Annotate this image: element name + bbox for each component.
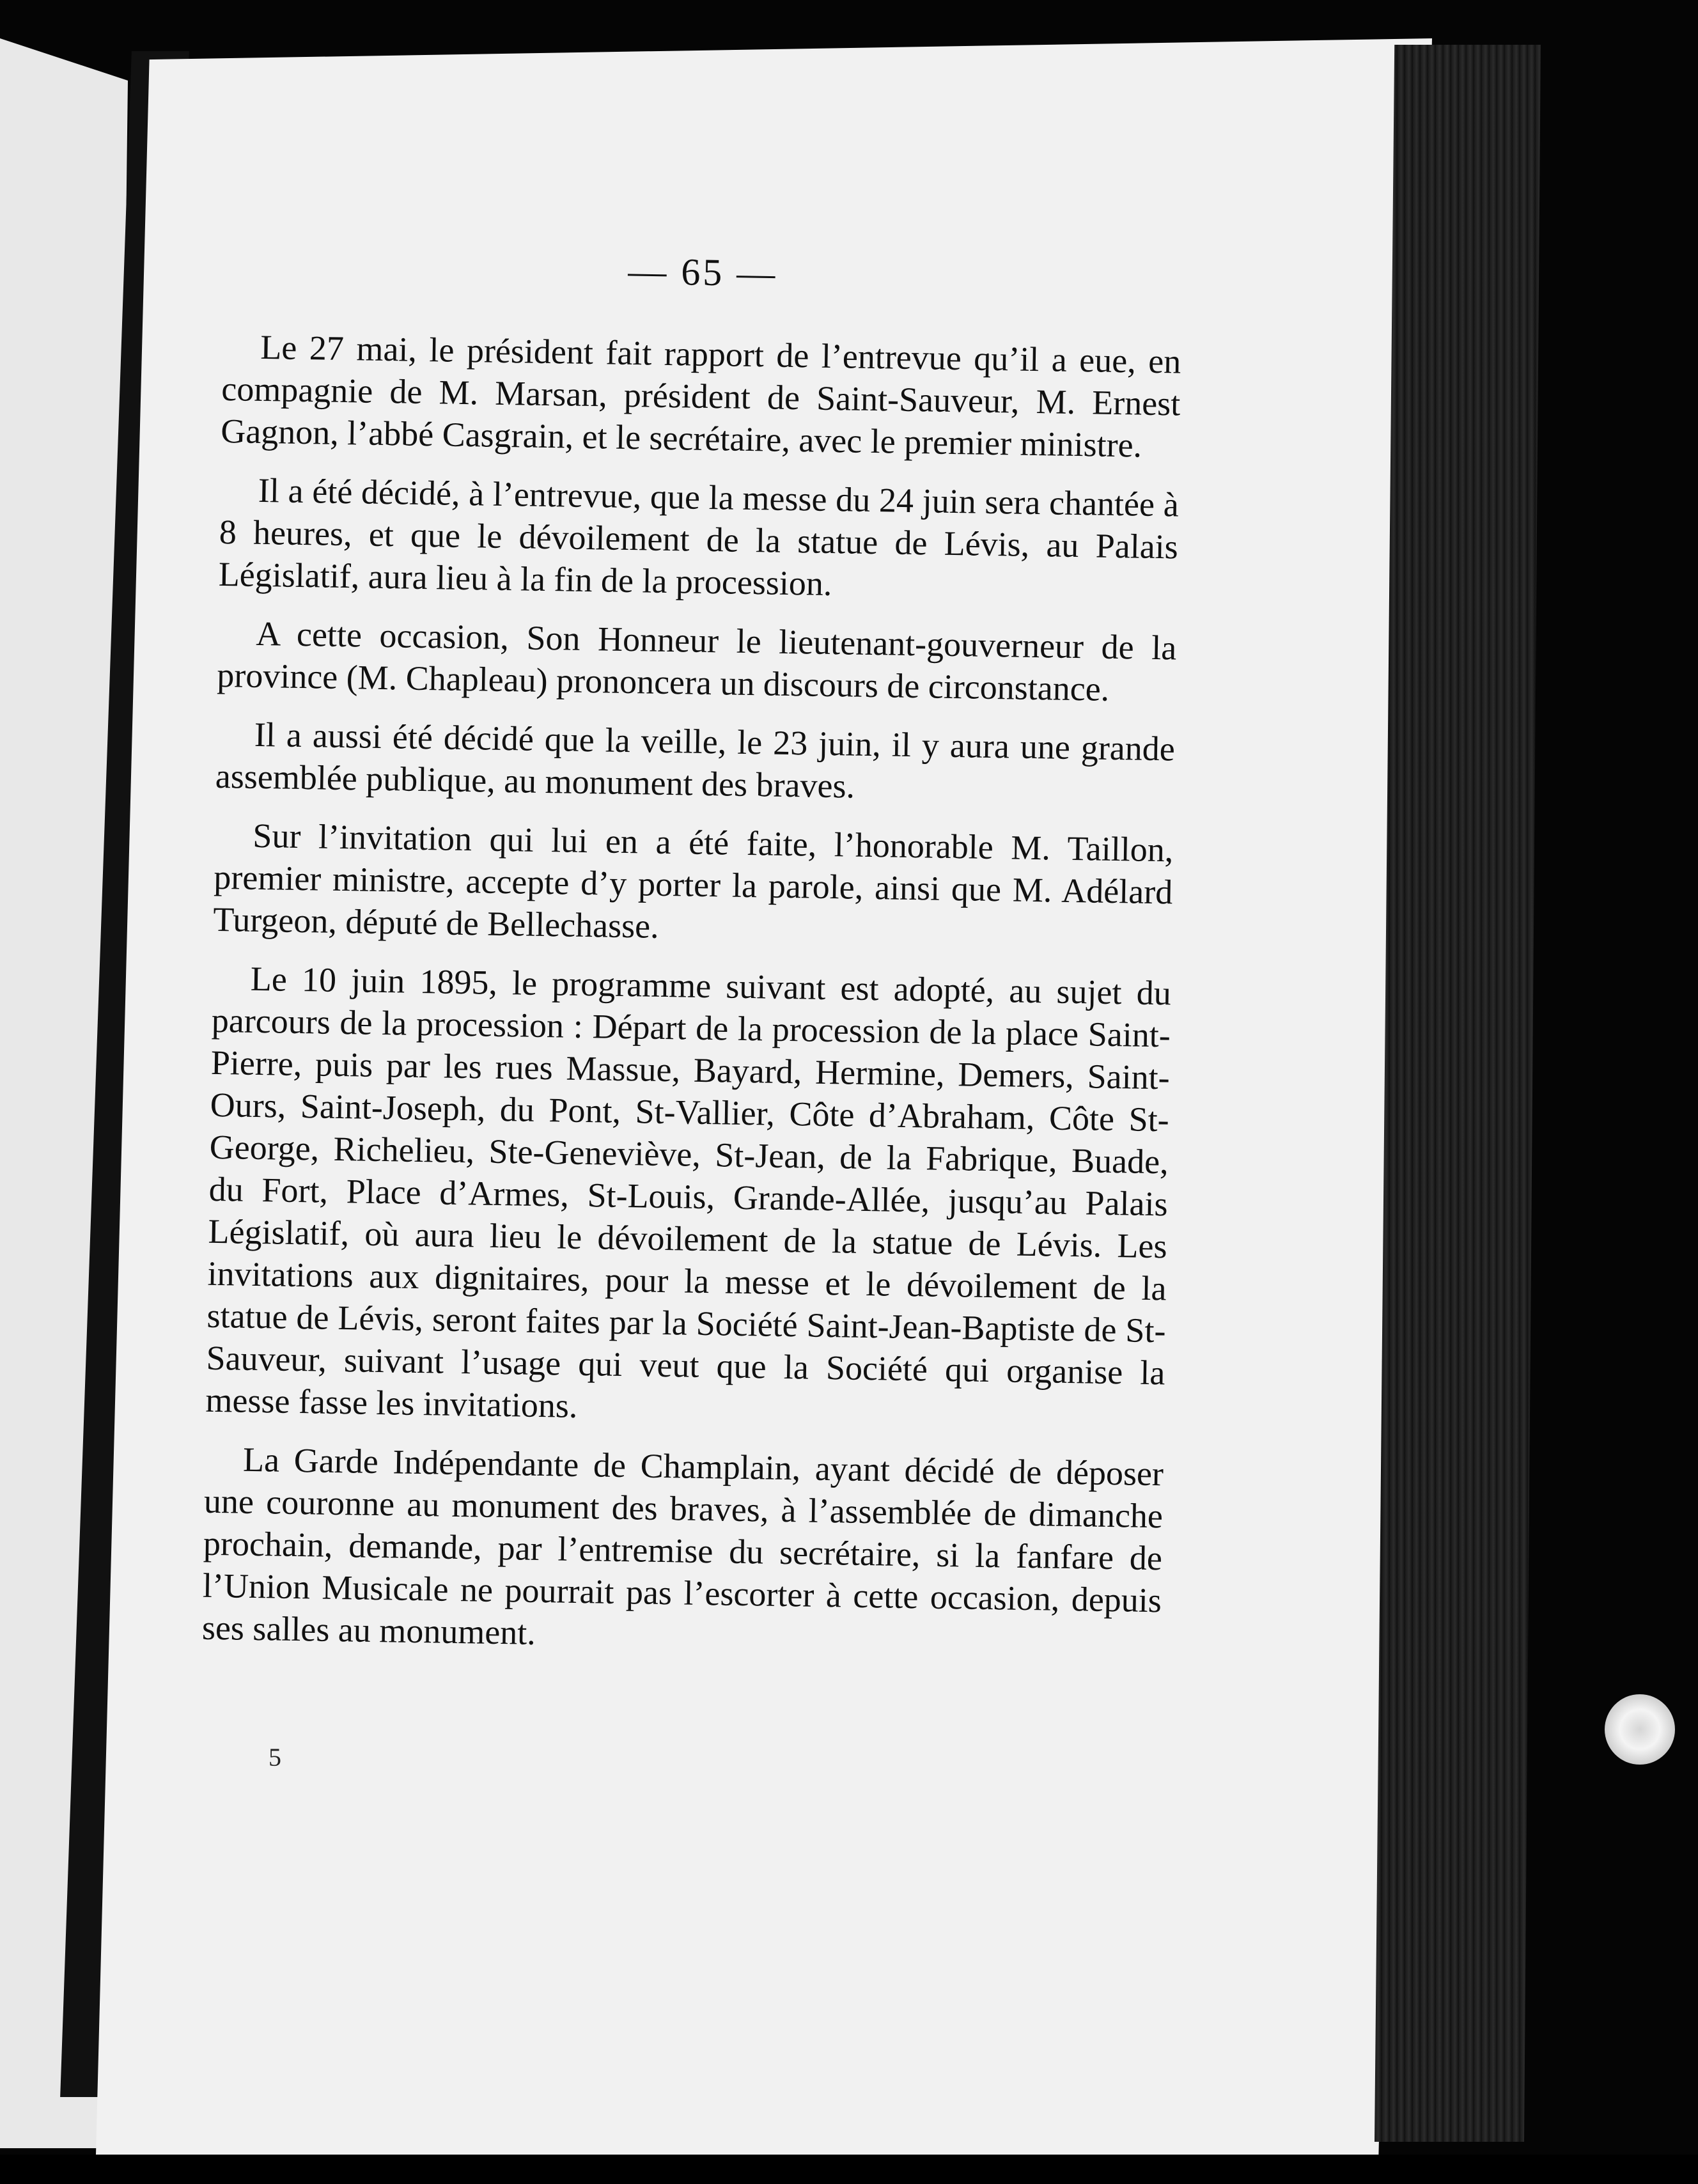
paragraph: A cette occasion, Son Honneur le lieutenant-gouverneur de la province (M. Chapleau) prononcera un discours de circonstance.	[216, 614, 1177, 708]
paragraph: Il a été décidé, à l’entrevue, que la messe du 24 juin sera chantée à 8 heures, et que le dévoilement de la statue de Lévis, au Palais Législatif, aura lieu à la fin de la procession.	[218, 471, 1180, 604]
paper-stain	[1605, 1694, 1675, 1765]
page-text	[201, 243, 1183, 1680]
page-number: — 65 —	[627, 249, 778, 295]
paragraph: Le 27 mai, le président fait rapport de l’entrevue qu’il a eue, en compagnie de M. Marsan, président de Saint-Sauveur, M. Ernest Gagnon, l’abbé Casgrain, et le secrétaire, avec le premier ministre.	[220, 327, 1181, 465]
paragraph: Il a aussi été décidé que la veille, le 23 juin, il y aura une grande assemblée publique, au monument des braves.	[215, 715, 1176, 806]
paragraph: La Garde Indépendante de Champlain, ayant décidé de déposer une couronne au monument des braves, à l’assemblée de dimanche prochain, demande, par l’entremise du secrétaire, si la fanfare de l’Union Musicale ne pourrait pas l’escorter à cette occasion, depuis ses salles au monument.	[201, 1440, 1164, 1652]
signature-mark: 5	[269, 1743, 281, 1772]
page-block-edge	[1375, 45, 1541, 2142]
paragraph: Le 10 juin 1895, le programme suivant est adopté, au sujet du parcours de la procession : Départ de la procession de la place Saint-Pierre, puis par les rues Massue, Bayard, Hermine, Demers, Saint-Ours, Saint-Joseph, du Pont, St-Vallier, Côte d’Abraham, Côte St-George, Richelieu, Ste-Geneviève, St-Jean, de la Fabrique, Buade, du Fort, Place d’Armes, St-Louis, Grande-Allée, jusqu’au Palais Législatif, où aura lieu le dévoilement de la statue de Lévis. Les invitations aux dignitaires, pour la messe et le dévoilement de la statue de Lévis, seront faites par la Société Saint-Jean-Baptiste de St-Sauveur, suivant l’usage qui veut que la Société qui organise la messe fasse les invitations.	[205, 959, 1172, 1425]
paragraph: Sur l’invitation qui lui en a été faite, l’honorable M. Taillon, premier ministre, accepte d’y porter la parole, ainsi que M. Adélard Turgeon, député de Bellechasse.	[212, 816, 1174, 946]
bottom-shadow	[0, 2155, 1698, 2184]
